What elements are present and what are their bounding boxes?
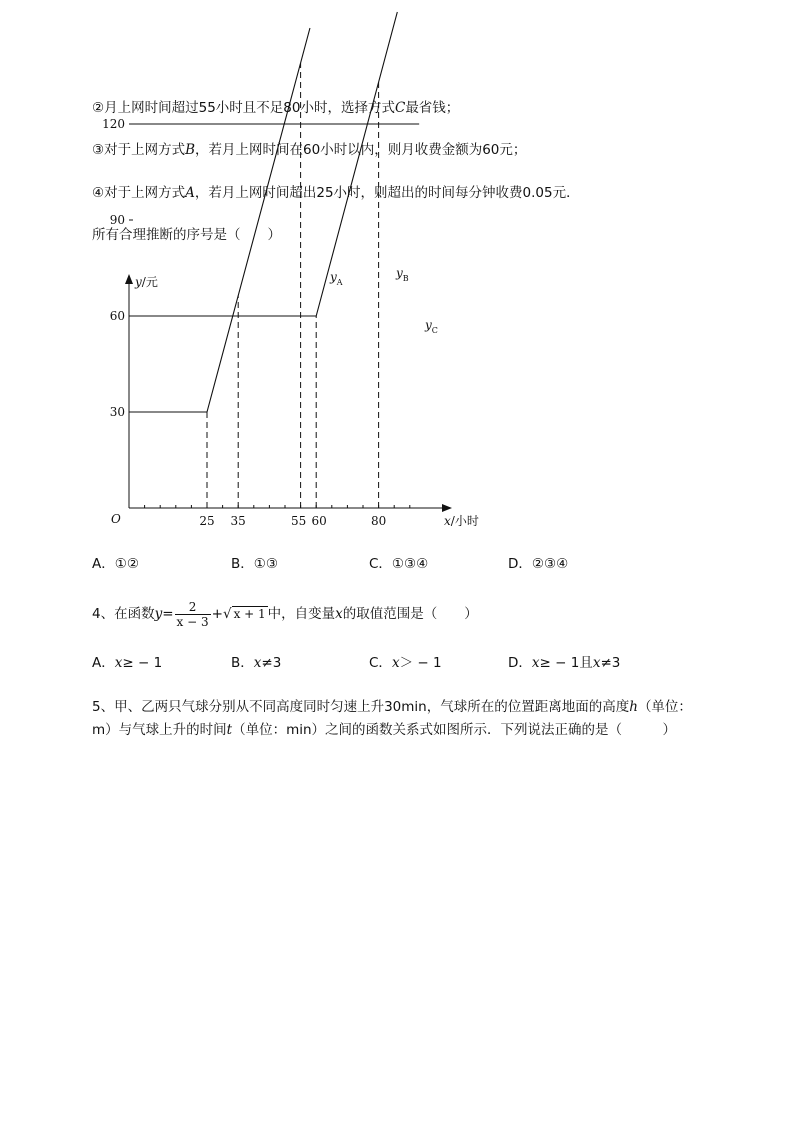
q4-option-c[interactable] [369, 653, 442, 673]
x-tick-label: 25 [199, 514, 215, 528]
q4-option-c-var: x [391, 655, 400, 671]
y-tick-label: 90 [109, 213, 125, 227]
q4-radicand: x + 1 [233, 607, 266, 621]
q3-option-c[interactable]: C．①③④ [369, 556, 429, 572]
q4-denominator: x − 3 [176, 614, 209, 629]
x-axis-label: x/小时 [444, 514, 479, 528]
series-label-y-b: $y_B$ [396, 266, 409, 283]
q5-line1-var: h [629, 699, 638, 715]
q5-line2-text: m）与气球上升的时间 [92, 722, 227, 738]
q5-line2-tail: （单位：min）之间的函数关系式如图所示．下列说法正确的是（ ） [232, 722, 677, 738]
series-line-y-a [129, 28, 310, 412]
question-5-line-2 [92, 720, 676, 740]
origin-label: O [111, 512, 121, 526]
q4-option-c-label: C． [369, 655, 392, 671]
q3-option-d[interactable]: D．②③④ [508, 556, 569, 572]
q4-option-d-label: D． [508, 655, 532, 671]
series-label-y-a: $y_A$ [330, 270, 343, 287]
q4-option-a-var: x [114, 655, 123, 671]
q4-fraction [175, 600, 211, 629]
q4-option-d-rest2: ≠3 [600, 655, 621, 671]
q4-intro: 4、在函数 [92, 606, 155, 622]
q5-line1-tail: （单位： [637, 699, 692, 715]
q5-line1-text: 5、甲、乙两只气球分别从不同高度同时匀速上升30min，气球所在的位置距离地面的高度 [92, 699, 630, 715]
sqrt-icon: √ [222, 606, 232, 622]
q4-option-c-rest: ＞ − 1 [399, 655, 442, 671]
q4-option-b-rest: ≠3 [261, 655, 282, 671]
q4-option-b-label: B． [231, 655, 254, 671]
series-line-y-b [129, 12, 397, 316]
question-5-line-1 [92, 697, 692, 717]
q4-option-d-var2: x [592, 655, 601, 671]
q5-line2-var: t [226, 722, 233, 738]
q4-option-d-var: x [531, 655, 540, 671]
y-tick-label: 120 [102, 117, 125, 131]
q4-option-a-rest: ≥ − 1 [122, 655, 163, 671]
statement-2-var: C [394, 100, 406, 116]
question-4 [92, 598, 478, 630]
q4-option-b-var: x [253, 655, 262, 671]
y-tick-label: 60 [109, 309, 125, 323]
q4-numerator: 2 [188, 599, 197, 614]
q4-option-b[interactable] [231, 653, 281, 673]
q4-tail: 的取值范围是（ ） [342, 606, 478, 622]
y-axis-label: y/元 [135, 275, 158, 289]
statement-4-text: ④对于上网方式 [92, 185, 186, 201]
statement-4 [92, 183, 580, 203]
graph-labels [102, 117, 479, 528]
x-tick-label: 80 [370, 514, 387, 528]
q3-option-b[interactable]: B．①③ [231, 556, 278, 572]
q3-option-a[interactable]: A．①② [92, 556, 139, 572]
statement-4-tail: ，若月上网时间超出25小时，则超出的时间每分钟收费0.05元． [194, 185, 580, 201]
question-prompt: 所有合理推断的序号是（ ） [92, 227, 281, 243]
q4-func-var: y [154, 606, 163, 622]
series-lines [129, 12, 419, 412]
q4-option-a-label: A． [92, 655, 115, 671]
x-tick-label: 55 [290, 514, 307, 528]
statement-3-tail: ，若月上网时间在60小时以内，则月收费金额为60元； [195, 142, 527, 158]
q4-plus: + [211, 606, 223, 622]
statement-2-tail: 最省钱； [405, 100, 460, 116]
x-tick-label: 60 [311, 514, 327, 528]
q4-equals: = [162, 606, 174, 622]
statement-4-var: A [185, 185, 195, 201]
statement-2-text: ②月上网时间超过55小时且不足80小时，选择方式 [92, 100, 395, 116]
q4-var: x [335, 606, 343, 622]
x-axis-arrow [442, 504, 452, 512]
dashed-guides [207, 63, 379, 508]
statement-3 [92, 140, 526, 160]
statement-3-text: ③对于上网方式 [92, 142, 186, 158]
x-tick-label: 35 [230, 514, 246, 528]
y-axis-arrow [125, 274, 133, 284]
q4-option-d-rest: ≥ − 1且 [539, 655, 593, 671]
y-tick-label: 30 [109, 405, 125, 419]
q4-option-a[interactable] [92, 653, 162, 673]
q4-option-d[interactable] [508, 653, 620, 673]
series-label-y-c: $y_C$ [425, 318, 438, 335]
q4-mid: 中，自变量 [267, 606, 336, 622]
statement-2 [92, 98, 459, 118]
statement-3-var: B [185, 142, 196, 158]
